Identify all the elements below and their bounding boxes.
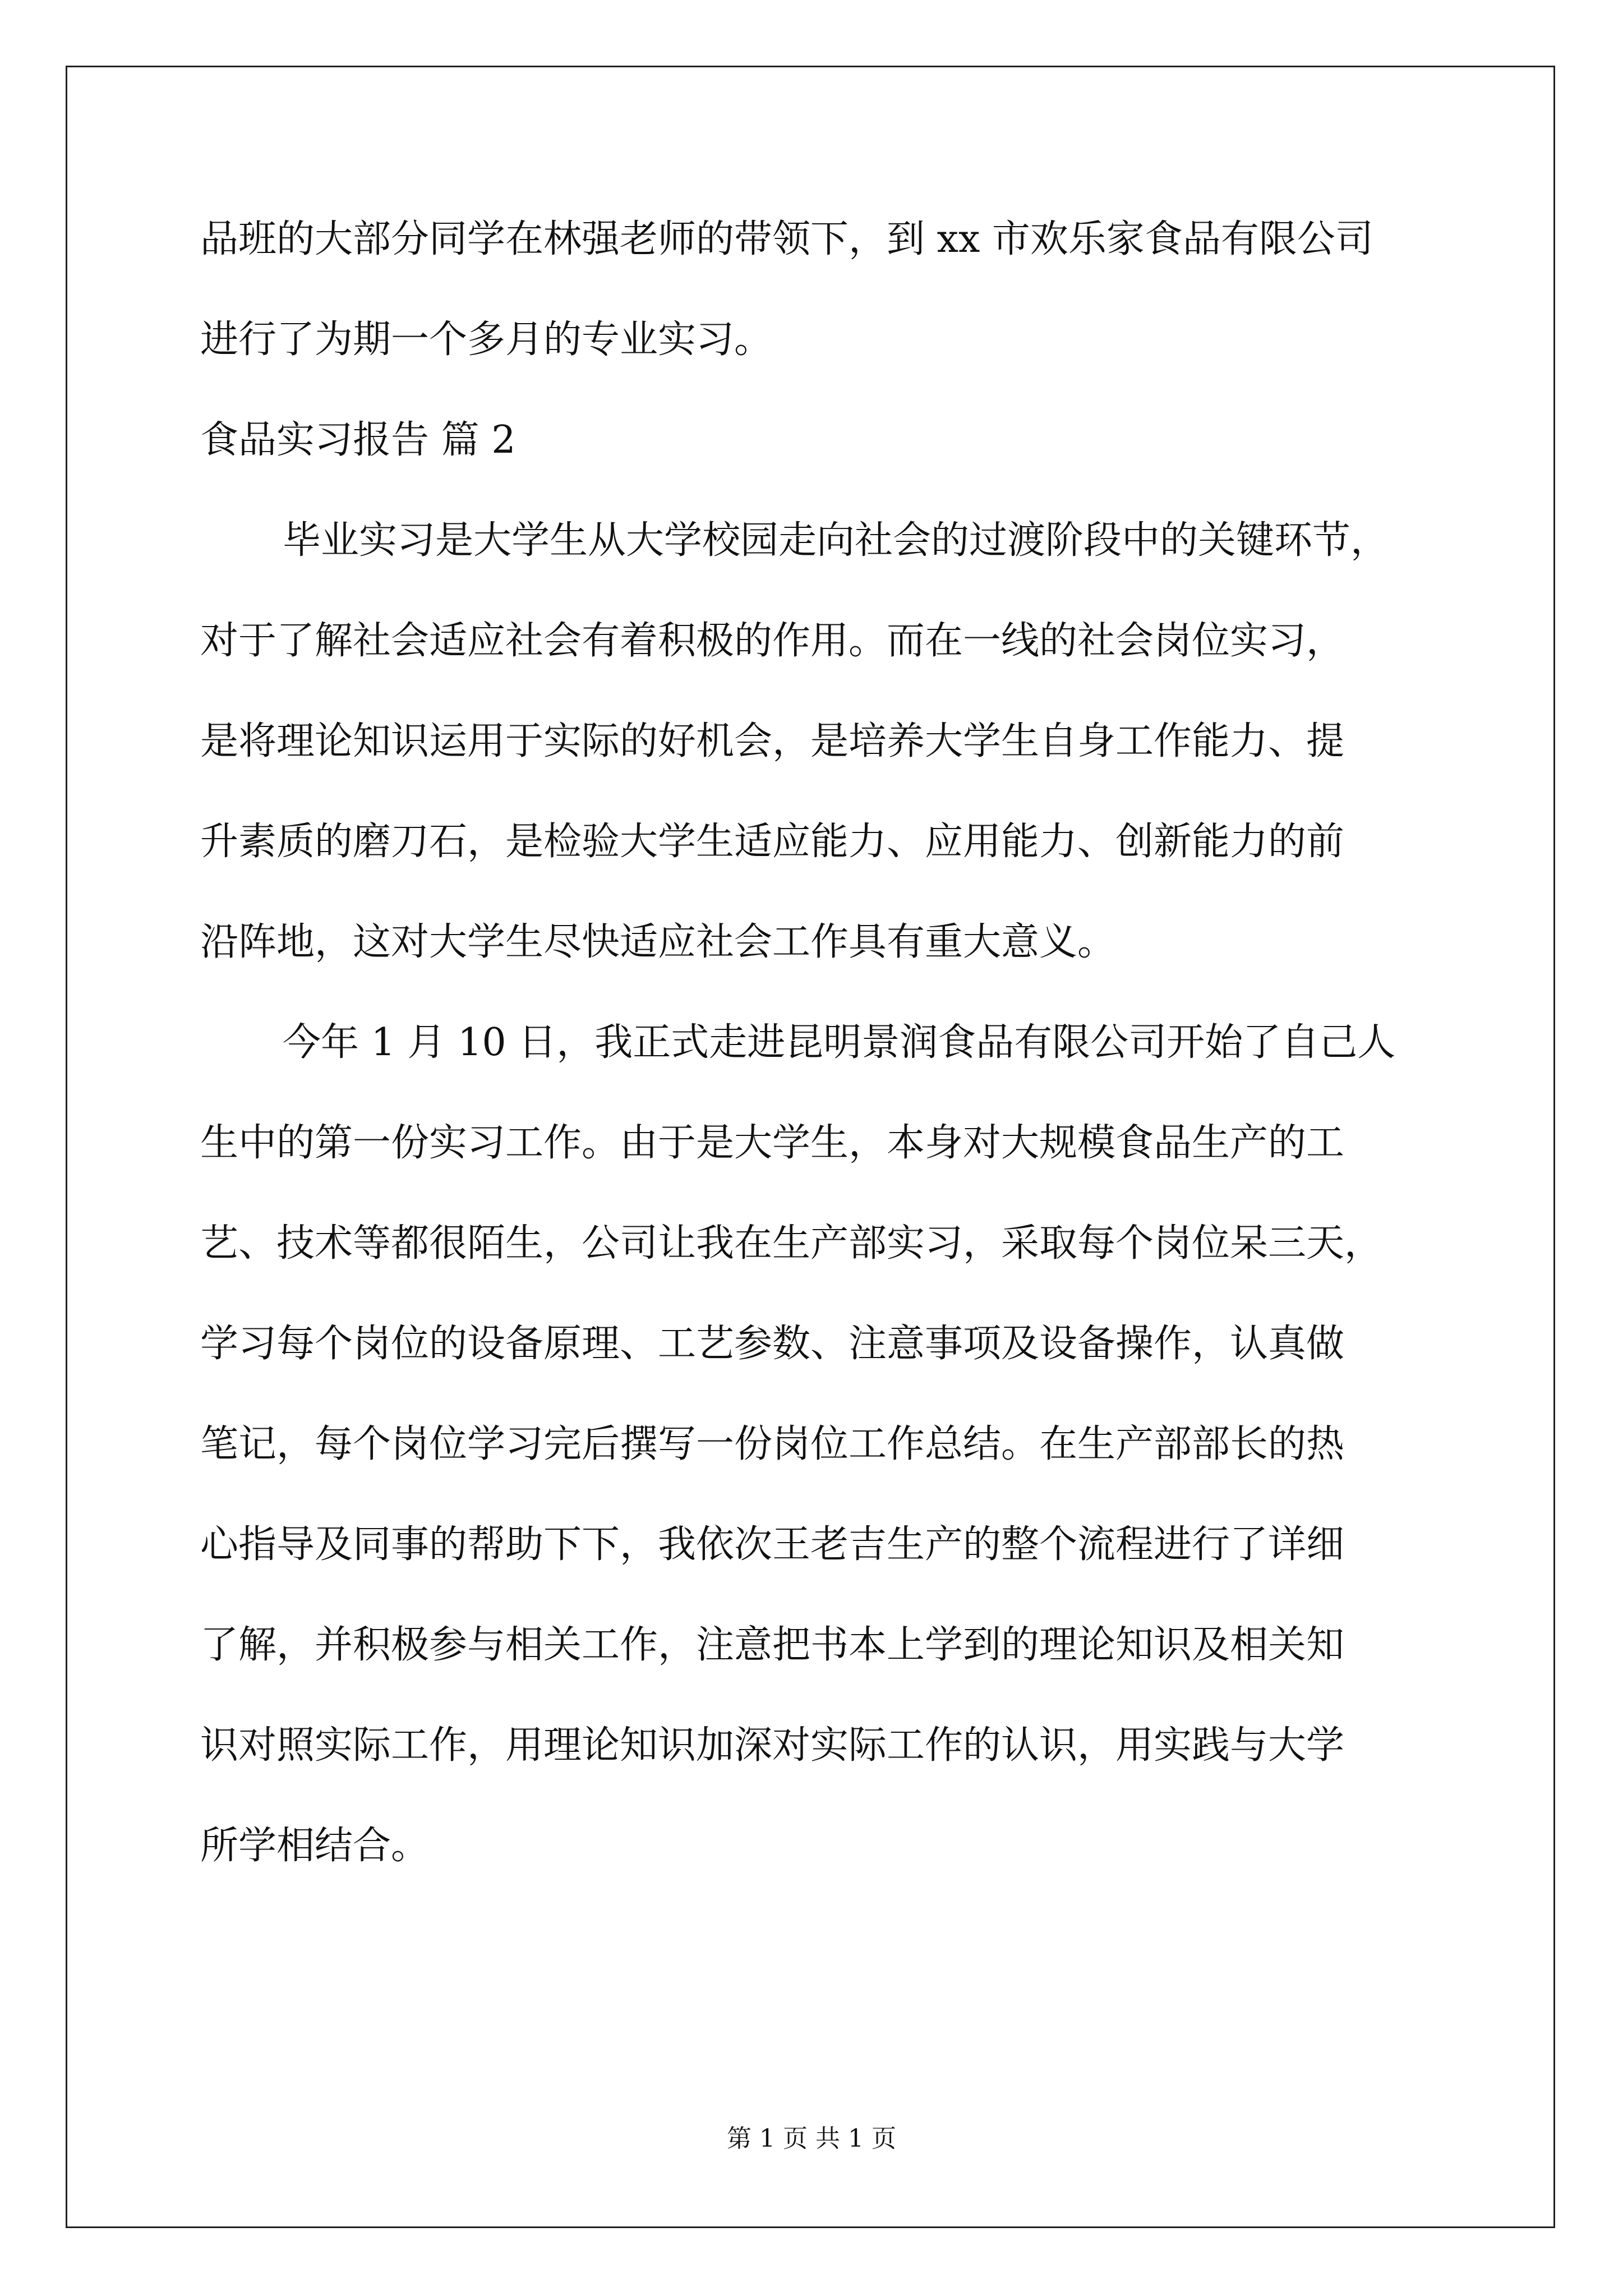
document-body: [200, 211, 1423, 1918]
text-line: 生中的第一份实习工作。由于是大学生，本身对大规模食品生产的工: [200, 1121, 1345, 1165]
text-line: 所学相结合。: [200, 1824, 430, 1868]
text-line: 升素质的磨刀石，是检验大学生适应能力、应用能力、创新能力的前: [200, 820, 1345, 864]
text-line: 心指导及同事的帮助下下，我依次王老吉生产的整个流程进行了详细: [200, 1522, 1345, 1567]
text-line: 笔记，每个岗位学习完后撰写一份岗位工作总结。在生产部部长的热: [200, 1422, 1345, 1466]
text-line: 沿阵地，这对大学生尽快适应社会工作具有重大意义。: [200, 920, 1116, 964]
text-line: 识对照实际工作，用理论知识加深对实际工作的认识，用实践与大学: [200, 1723, 1345, 1768]
text-line: 对于了解社会适应社会有着积极的作用。而在一线的社会岗位实习，: [200, 619, 1345, 663]
text-line: 进行了为期一个多月的专业实习。: [200, 318, 773, 362]
text-line: 艺、技术等都很陌生，公司让我在生产部实习，采取每个岗位呆三天，: [200, 1221, 1383, 1266]
text-line: 品班的大部分同学在林强老师的带领下，到 xx 市欢乐家食品有限公司: [200, 217, 1373, 261]
text-line: 学习每个岗位的设备原理、工艺参数、注意事项及设备操作，认真做: [200, 1322, 1345, 1366]
text-line: 今年 1 月 10 日，我正式走进昆明景润食品有限公司开始了自己人: [283, 1020, 1396, 1065]
text-line: 毕业实习是大学生从大学校园走向社会的过渡阶段中的关键环节，: [283, 518, 1389, 563]
text-line: 了解，并积极参与相关工作，注意把书本上学到的理论知识及相关知: [200, 1623, 1345, 1667]
text-line: 是将理论知识运用于实际的好机会，是培养大学生自身工作能力、提: [200, 719, 1345, 763]
section-heading: 食品实习报告 篇 2: [200, 418, 516, 462]
page-number-footer: 第 1 页 共 1 页: [727, 2124, 896, 2153]
